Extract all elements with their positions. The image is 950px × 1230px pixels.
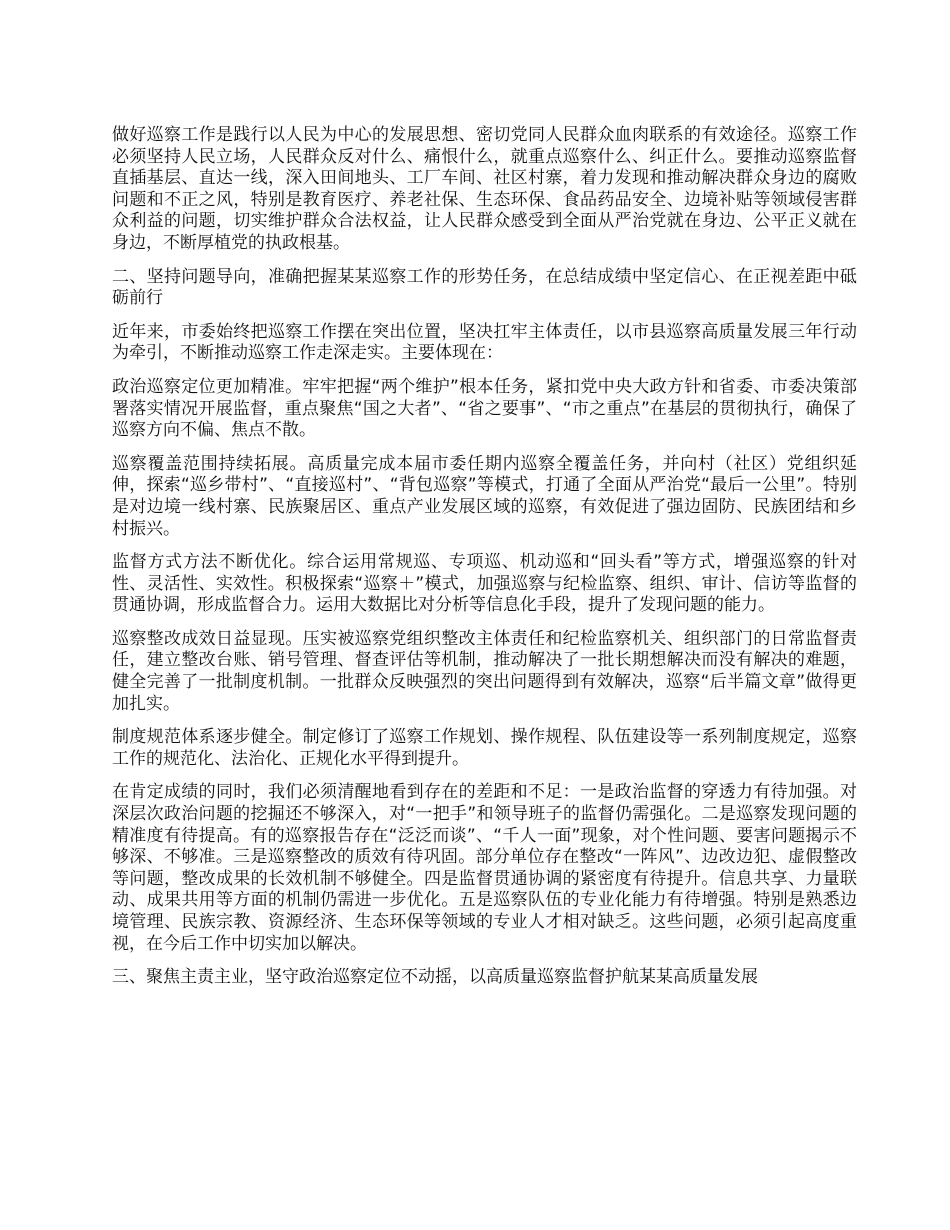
paragraph-shortcomings: 在肯定成绩的同时，我们必须清醒地看到存在的差距和不足：一是政治监督的穿透力有待加强。对深层次政治问题的挖掘还不够深入，对“一把手”和领导班子的监督仍需强化。二是巡察发现问题的精准度有待提高。有的巡察报告存在“泛泛而谈”、“千人一面”现象，对个性问题、要害问题揭示不够深、不够准。三是巡察整改的质效有待巩固。部分单位存在整改“一阵风”、边改边犯、虚假整改等问题，整改成果的长效机制不够健全。四是监督贯通协调的紧密度有待提升。信息共享、力量联动、成果共用等方面的机制仍需进一步优化。五是巡察队伍的专业化能力有待增强。特别是熟悉边境管理、民族宗教、资源经济、生态环保等领域的专业人才相对缺乏。这些问题，必须引起高度重视，在今后工作中切实加以解决。 xyxy=(112,782,857,954)
section-heading-3: 三、聚焦主责主业，坚守政治巡察定位不动摇，以高质量巡察监督护航某某高质量发展 xyxy=(112,967,758,988)
paragraph-intro: 做好巡察工作是践行以人民为中心的发展思想、密切党同人民群众血肉联系的有效途径。巡察工作必须坚持人民立场，人民群众反对什么、痛恨什么，就重点巡察什么、纠正什么。要推动巡察监督直插基层、直达一线，深入田间地头、工厂车间、社区村寨，着力发现和推动解决群众身边的腐败问题和不正之风，特别是教育医疗、养老社保、生态环保、食品药品安全、边境补贴等领域侵害群众利益的问题，切实维护群众合法权益，让人民群众感受到全面从严治党就在身边、公平正义就在身边，不断厚植党的执政根基。 xyxy=(112,125,857,253)
paragraph-rectification: 巡察整改成效日益显现。压实被巡察党组织整改主体责任和纪检监察机关、组织部门的日常监督责任，建立整改台账、销号管理、督查评估等机制，推动解决了一批长期想解决而没有解决的难题，健全完善了一批制度机制。一批群众反映强烈的突出问题得到有效解决，巡察“后半篇文章”做得更加扎实。 xyxy=(112,628,857,714)
paragraph-overview: 近年来，市委始终把巡察工作摆在突出位置，坚决扛牢主体责任，以市县巡察高质量发展三年行动为牵引，不断推动巡察工作走深走实。主要体现在： xyxy=(112,321,857,364)
section-heading-2: 二、坚持问题导向，准确把握某某巡察工作的形势任务，在总结成绩中坚定信心、在正视差距中砥砺前行 xyxy=(112,266,857,309)
paragraph-coverage: 巡察覆盖范围持续拓展。高质量完成本届市委任期内巡察全覆盖任务，并向村（社区）党组织延伸，探索“巡乡带村”、“直接巡村”、“背包巡察”等模式，打通了全面从严治党“最后一公里”。特别是对边境一线村寨、民族聚居区、重点产业发展区域的巡察，有效促进了强边固防、民族团结和乡村振兴。 xyxy=(112,453,857,539)
document-body xyxy=(112,125,857,1001)
paragraph-positioning: 政治巡察定位更加精准。牢牢把握“两个维护”根本任务，紧扣党中央大政方针和省委、市委决策部署落实情况开展监督，重点聚焦“国之大者”、“省之要事”、“市之重点”在基层的贯彻执行，确保了巡察方向不偏、焦点不散。 xyxy=(112,376,857,441)
paragraph-methods: 监督方式方法不断优化。综合运用常规巡、专项巡、机动巡和“回头看”等方式，增强巡察的针对性、灵活性、实效性。积极探索“巡察＋”模式，加强巡察与纪检监察、组织、审计、信访等监督的贯通协调，形成监督合力。运用大数据比对分析等信息化手段，提升了发现问题的能力。 xyxy=(112,552,857,616)
paragraph-system: 制度规范体系逐步健全。制定修订了巡察工作规划、操作规程、队伍建设等一系列制度规定，巡察工作的规范化、法治化、正规化水平得到提升。 xyxy=(112,727,857,769)
